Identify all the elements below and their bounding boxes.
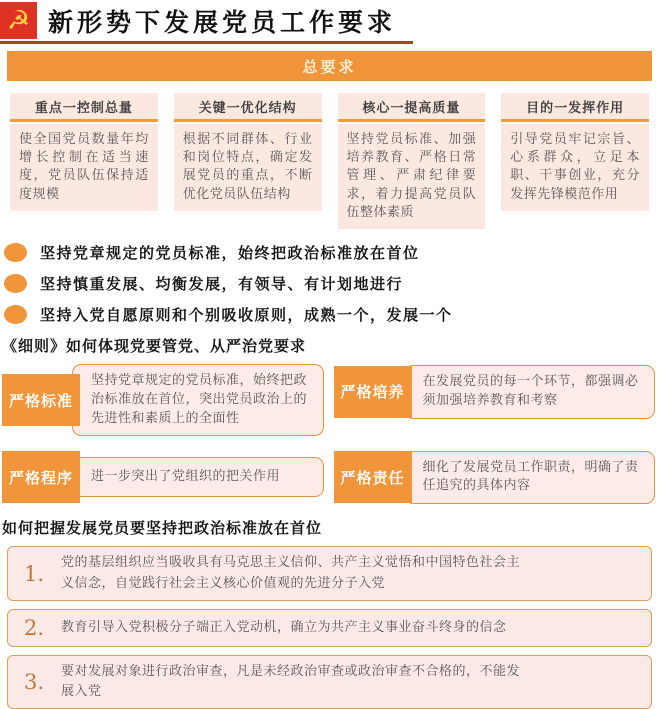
item-text: 要对发展对象进行政治审查，凡是未经政治审查或政治审查不合格的，不能发展入党 xyxy=(61,663,521,699)
list-item xyxy=(4,242,659,263)
item-number: 2. xyxy=(24,615,45,640)
political-section-title: 如何把握发展党员要坚持把政治标准放在首位 xyxy=(2,519,323,538)
rules-grid xyxy=(2,364,655,506)
rule-body-text: 在发展党员的每一个环节，都强调必须加强培养教育和考察 xyxy=(422,374,639,408)
column-optimize-structure xyxy=(174,93,322,211)
item-text: 教育引导入党积极分子端正入党动机，确立为共产主义事业奋斗终身的信念 xyxy=(61,619,507,635)
column-heading: 关键一优化结构 xyxy=(174,93,322,122)
party-emblem-icon xyxy=(0,2,37,39)
column-body: 根据不同群体、行业和岗位特点，确定发展党员的重点，不断优化党员队伍结构 xyxy=(174,124,322,211)
rule-strict-responsibility xyxy=(334,449,656,505)
rule-label: 严格标准 xyxy=(2,374,80,426)
rule-strict-standard xyxy=(2,364,324,437)
principles-list xyxy=(4,242,659,325)
rule-body xyxy=(404,451,656,505)
column-heading: 核心一提高质量 xyxy=(338,93,486,122)
rule-body-text: 进一步突出了党组织的把关作用 xyxy=(91,469,281,485)
title-underline xyxy=(0,41,413,44)
column-body: 使全国党员数量年均增长控制在适当速度，党员队伍保持适度规模 xyxy=(10,124,158,211)
rule-body xyxy=(72,457,324,497)
column-exert-role xyxy=(501,93,649,211)
general-requirements-columns xyxy=(10,93,649,229)
rule-body xyxy=(404,365,656,419)
rules-section-title: 《细则》如何体现党要管党、从严治党要求 xyxy=(2,336,307,355)
column-body: 坚持党员标准、加强培养教育、严格日常管理、严肃纪律要求，着力提高党员队伍整体素质 xyxy=(338,124,486,229)
column-control-total xyxy=(10,93,158,211)
bullet-dot-icon xyxy=(4,243,27,262)
item-text: 党的基层组织应当吸收具有马克思主义信仰、共产主义觉悟和中国特色社会主义信念，自觉践行社会主义核心价值观的先进分子入党 xyxy=(61,555,521,591)
item-number: 1. xyxy=(24,561,45,586)
column-heading: 目的一发挥作用 xyxy=(501,93,649,122)
rule-label: 严格责任 xyxy=(334,451,412,503)
rule-strict-procedure xyxy=(2,449,324,505)
page-title: 新形势下发展党员工作要求 xyxy=(48,7,397,37)
bullet-dot-icon xyxy=(4,274,27,293)
principle-text: 坚持慎重发展、均衡发展，有领导、有计划地进行 xyxy=(40,274,404,293)
numbered-item-3 xyxy=(7,655,652,709)
hammer-sickle-glyph: ☭ xyxy=(6,5,31,36)
rule-strict-cultivation xyxy=(334,364,656,420)
bullet-dot-icon xyxy=(4,305,27,324)
column-heading: 重点一控制总量 xyxy=(10,93,158,122)
column-body: 引导党员牢记宗旨、心系群众，立足本职、干事创业，充分发挥先锋模范作用 xyxy=(501,124,649,211)
numbered-item-2 xyxy=(7,609,652,647)
list-item xyxy=(4,273,659,294)
general-requirements-banner: 总要求 xyxy=(7,51,652,81)
numbered-item-1 xyxy=(7,546,652,600)
rule-body xyxy=(72,364,324,437)
item-number: 3. xyxy=(24,669,45,694)
header xyxy=(0,0,659,39)
rule-label: 严格培养 xyxy=(334,366,412,418)
principle-text: 坚持党章规定的党员标准，始终把政治标准放在首位 xyxy=(40,243,420,262)
rule-body-text: 细化了发展党员工作职责，明确了责任追究的具体内容 xyxy=(422,459,639,494)
column-improve-quality xyxy=(338,93,486,229)
principle-text: 坚持入党自愿原则和个别吸收原则，成熟一个，发展一个 xyxy=(40,305,453,324)
rule-label: 严格程序 xyxy=(2,451,80,503)
list-item xyxy=(4,304,659,325)
rule-body-text: 坚持党章规定的党员标准，始终把政治标准放在首位，突出党员政治上的先进性和素质上的全面性 xyxy=(91,372,308,426)
